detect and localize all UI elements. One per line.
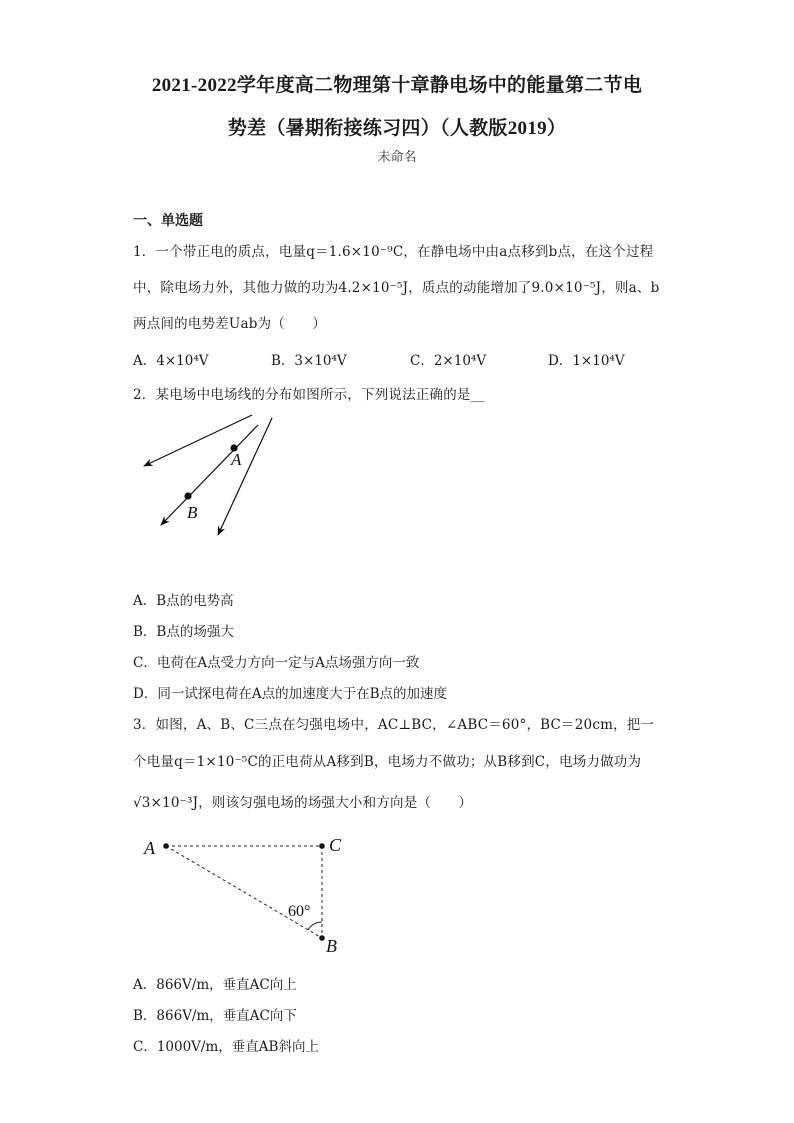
q1-option-a[interactable]: A．4×10⁴V: [133, 353, 209, 369]
field-line-middle: [161, 425, 258, 525]
q3-stem-line-2: 个电量q＝1×10⁻⁵C的正电荷从A移到B，电场力不做功；从B移到C，电场力做功为: [133, 754, 642, 770]
document-title-line-2: 势差（暑期衔接练习四）（人教版2019）: [227, 118, 567, 139]
q3-stem-line-1: 3．如图，A、B、C三点在匀强电场中，AC⊥BC，∠ABC＝60°，BC＝20cm，把一: [133, 717, 655, 733]
q2-field-lines-figure: [130, 410, 290, 545]
point-c-dot: [319, 843, 325, 849]
q3-option-c[interactable]: C．1000V/m，垂直AB斜向上: [133, 1039, 319, 1055]
q1-stem-line-3: 两点间的电势差Uab为（ ）: [133, 316, 327, 332]
q3-stem-line-3: √3×10⁻³J，则该匀强电场的场强大小和方向是（ ）: [133, 795, 473, 811]
q3-option-a[interactable]: A．866V/m，垂直AC向上: [133, 977, 297, 993]
q2-stem: 2．某电场中电场线的分布如图所示，下列说法正确的是__: [133, 387, 485, 403]
document-title-line-1: 2021-2022学年度高二物理第十章静电场中的能量第二节电: [151, 75, 643, 96]
q2-option-d[interactable]: D．同一试探电荷在A点的加速度大于在B点的加速度: [133, 686, 447, 702]
angle-label: 60°: [288, 903, 311, 920]
q3-option-b[interactable]: B．866V/m，垂直AC向下: [133, 1008, 297, 1024]
q2-option-c[interactable]: C．电荷在A点受力方向一定与A点场强方向一致: [133, 655, 420, 671]
field-line-right: [218, 418, 272, 535]
segment-ab: [166, 846, 322, 938]
point-a-label: A: [144, 838, 155, 858]
point-b-label: B: [326, 936, 337, 956]
point-a-label: A: [231, 450, 242, 469]
q1-stem-line-2: 中，除电场力外，其他力做的功为4.2×10⁻⁵J，质点的动能增加了9.0×10⁻⁵J，则a、b: [133, 280, 660, 296]
point-c-label: C: [329, 835, 342, 855]
point-b-dot: [184, 492, 191, 499]
q1-stem-line-1: 1．一个带正电的质点，电量q＝1.6×10⁻⁹C，在静电场中由a点移到b点，在这个过程: [133, 244, 654, 260]
q1-option-c[interactable]: C．2×10⁴V: [410, 353, 487, 369]
q1-option-b[interactable]: B．3×10⁴V: [271, 353, 347, 369]
q1-option-d[interactable]: D．1×10⁴V: [548, 353, 625, 369]
section-heading: 一、单选题: [133, 213, 203, 229]
point-b-label: B: [187, 503, 198, 522]
q2-option-a[interactable]: A．B点的电势高: [133, 593, 234, 609]
q2-option-b[interactable]: B．B点的场强大: [133, 624, 234, 640]
point-a-dot: [163, 843, 169, 849]
angle-arc: [308, 922, 322, 930]
point-b-dot: [319, 935, 325, 941]
document-subtitle: 未命名: [377, 150, 417, 165]
q3-triangle-figure: [138, 830, 353, 960]
